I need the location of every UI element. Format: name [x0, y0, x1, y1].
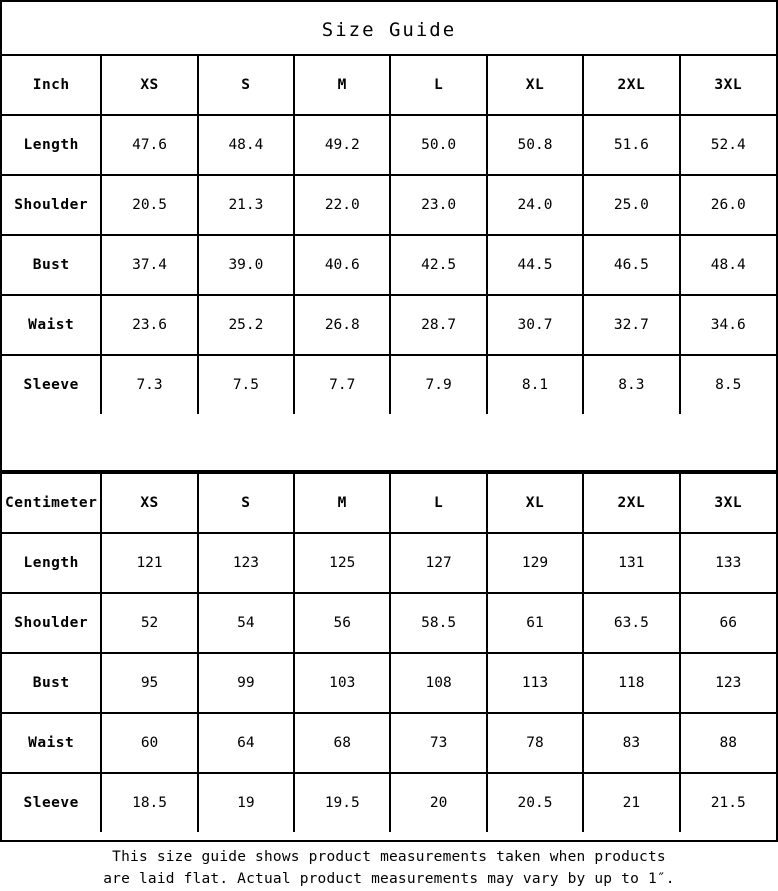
table-cell: 133	[680, 533, 776, 593]
table-cell: 68	[294, 713, 390, 773]
table-cell: 95	[101, 653, 197, 713]
table-cell: 125	[294, 533, 390, 593]
table-cell: 121	[101, 533, 197, 593]
table-cell: 54	[198, 593, 294, 653]
table-cell: 118	[583, 653, 679, 713]
table-cell: 26.8	[294, 295, 390, 355]
table-cell: 56	[294, 593, 390, 653]
table-cell: 24.0	[487, 175, 583, 235]
table-cell: 113	[487, 653, 583, 713]
table-cell: 99	[198, 653, 294, 713]
table-cell: 7.9	[390, 355, 486, 414]
table-cell: 88	[680, 713, 776, 773]
table-cell: 42.5	[390, 235, 486, 295]
table-cell: 73	[390, 713, 486, 773]
table-cell: 22.0	[294, 175, 390, 235]
table-cell: 61	[487, 593, 583, 653]
table-cell: 51.6	[583, 115, 679, 175]
table-row	[2, 593, 776, 653]
table-cell: 129	[487, 533, 583, 593]
footer-line-2: are laid flat. Actual product measurements may vary by up to 1″.	[103, 871, 675, 888]
table-cell: 123	[680, 653, 776, 713]
column-header: M	[294, 55, 390, 115]
table-cell: 63.5	[583, 593, 679, 653]
row-label: Waist	[2, 713, 101, 773]
column-header: XS	[101, 55, 197, 115]
table-cell: 58.5	[390, 593, 486, 653]
unit-label-inch: Inch	[2, 55, 101, 115]
table-cell: 8.5	[680, 355, 776, 414]
table-cell: 7.3	[101, 355, 197, 414]
table-cell: 21.5	[680, 773, 776, 832]
table-cell: 25.0	[583, 175, 679, 235]
table-row	[2, 295, 776, 355]
table-row	[2, 653, 776, 713]
table-cell: 25.2	[198, 295, 294, 355]
table-cell: 28.7	[390, 295, 486, 355]
table-row	[2, 355, 776, 414]
table-cell: 8.1	[487, 355, 583, 414]
row-label: Length	[2, 533, 101, 593]
column-header: L	[390, 473, 486, 533]
table-cell: 78	[487, 713, 583, 773]
table-cell: 47.6	[101, 115, 197, 175]
table-cell: 52.4	[680, 115, 776, 175]
inch-size-table	[2, 54, 776, 414]
table-cell: 19	[198, 773, 294, 832]
column-header: XL	[487, 473, 583, 533]
row-label: Shoulder	[2, 175, 101, 235]
table-row	[2, 533, 776, 593]
footer-note	[2, 832, 776, 891]
table-cell: 52	[101, 593, 197, 653]
table-cell: 7.5	[198, 355, 294, 414]
table-cell: 23.6	[101, 295, 197, 355]
table-cell: 32.7	[583, 295, 679, 355]
centimeter-size-table	[2, 472, 776, 832]
column-header: 3XL	[680, 473, 776, 533]
table-cell: 18.5	[101, 773, 197, 832]
table-separator	[2, 414, 776, 472]
table-cell: 19.5	[294, 773, 390, 832]
table-cell: 103	[294, 653, 390, 713]
row-label: Bust	[2, 235, 101, 295]
column-header: M	[294, 473, 390, 533]
table-cell: 48.4	[198, 115, 294, 175]
table-cell: 21.3	[198, 175, 294, 235]
table-cell: 83	[583, 713, 679, 773]
table-cell: 26.0	[680, 175, 776, 235]
table-cell: 50.8	[487, 115, 583, 175]
row-label: Length	[2, 115, 101, 175]
table-row	[2, 235, 776, 295]
table-cell: 20.5	[487, 773, 583, 832]
table-cell: 50.0	[390, 115, 486, 175]
table-cell: 49.2	[294, 115, 390, 175]
unit-label-centimeter: Centimeter	[2, 473, 101, 533]
column-header: XL	[487, 55, 583, 115]
table-cell: 34.6	[680, 295, 776, 355]
table-cell: 123	[198, 533, 294, 593]
column-header: 3XL	[680, 55, 776, 115]
footer-line-1: This size guide shows product measurements taken when products	[112, 849, 666, 865]
row-label: Shoulder	[2, 593, 101, 653]
table-header-row	[2, 473, 776, 533]
table-cell: 60	[101, 713, 197, 773]
table-row	[2, 773, 776, 832]
row-label: Bust	[2, 653, 101, 713]
table-cell: 44.5	[487, 235, 583, 295]
table-row	[2, 115, 776, 175]
table-cell: 66	[680, 593, 776, 653]
table-cell: 46.5	[583, 235, 679, 295]
table-cell: 21	[583, 773, 679, 832]
table-cell: 48.4	[680, 235, 776, 295]
table-cell: 108	[390, 653, 486, 713]
table-cell: 40.6	[294, 235, 390, 295]
table-cell: 20	[390, 773, 486, 832]
page-title: Size Guide	[321, 19, 457, 41]
column-header: L	[390, 55, 486, 115]
row-label: Sleeve	[2, 773, 101, 832]
table-cell: 23.0	[390, 175, 486, 235]
table-cell: 30.7	[487, 295, 583, 355]
table-cell: 64	[198, 713, 294, 773]
table-row	[2, 175, 776, 235]
column-header: S	[198, 473, 294, 533]
table-cell: 20.5	[101, 175, 197, 235]
table-cell: 131	[583, 533, 679, 593]
table-cell: 37.4	[101, 235, 197, 295]
table-cell: 39.0	[198, 235, 294, 295]
row-label: Waist	[2, 295, 101, 355]
column-header: 2XL	[583, 55, 679, 115]
column-header: 2XL	[583, 473, 679, 533]
table-cell: 7.7	[294, 355, 390, 414]
table-cell: 8.3	[583, 355, 679, 414]
table-cell: 127	[390, 533, 486, 593]
column-header: XS	[101, 473, 197, 533]
table-header-row	[2, 55, 776, 115]
column-header: S	[198, 55, 294, 115]
row-label: Sleeve	[2, 355, 101, 414]
table-row	[2, 713, 776, 773]
